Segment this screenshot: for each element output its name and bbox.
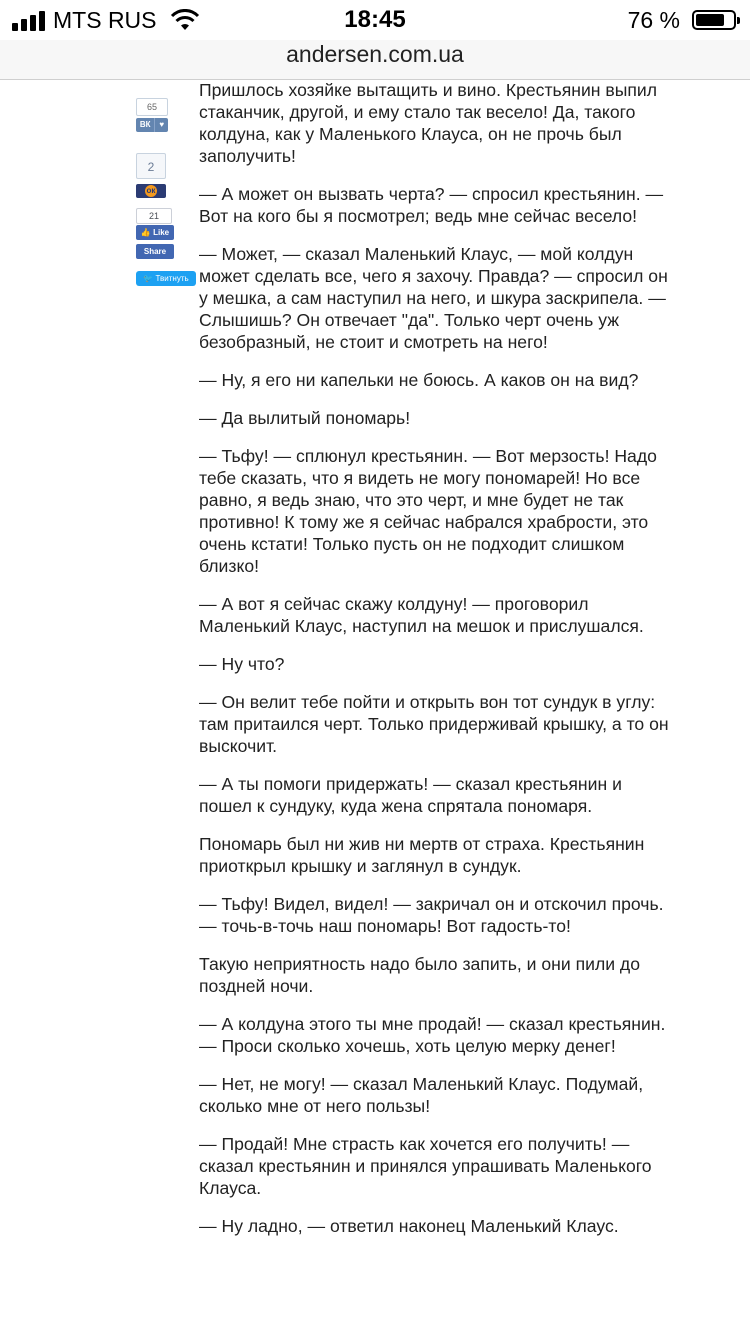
vk-share-button[interactable] (136, 118, 168, 132)
battery-percentage: 76 % (627, 7, 680, 33)
url-text[interactable]: andersen.com.ua (286, 41, 464, 67)
article-paragraph: — А ты помоги придержать! — сказал крестьянин и пошел к сундуку, куда жена спрятала пономаря. (199, 774, 622, 816)
heart-icon: ♥ (154, 118, 168, 132)
article-paragraph: — Продай! Мне страсть как хочется его получить! — сказал крестьянин и принялся упрашивать Маленького Клауса. (199, 1134, 652, 1198)
article-paragraph: — Тьфу! Видел, видел! — закричал он и отскочил прочь. — точь-в-точь наш пономарь! Вот гадость-то! (199, 894, 664, 936)
article-paragraph: — Ну что? (199, 654, 285, 674)
odnoklassniki-icon: ок (146, 186, 156, 195)
article-paragraph: — Ну, я его ни капельки не боюсь. А каков он на вид? (199, 370, 639, 390)
article-paragraph: — Может, — сказал Маленький Клаус, — мой колдун может сделать все, чего я захочу. Правда? — спросил он у мешка, а сам наступил на него, и шкура заскрипела. — Слышишь? Он отвечает "да". Только черт очень уж безобразный, не стоит и смотреть на него! (199, 244, 668, 352)
article-paragraph: — А колдуна этого ты мне продай! — сказал крестьянин. — Проси сколько хочешь, хоть целую мерку денег! (199, 1014, 666, 1056)
vk-logo-icon: ВК (139, 120, 151, 129)
article-paragraph: — Тьфу! — сплюнул крестьянин. — Вот мерзость! Надо тебе сказать, что я видеть не могу пономарей! Но все равно, я ведь знаю, что это черт, и мне будет не так противно! К тому же я сейчас набрался храбрости, это очень кстати! Только пусть он не подходит слишком близко! (199, 446, 657, 576)
article-paragraph: — Нет, не могу! — сказал Маленький Клаус. Подумай, сколько мне от него пользы! (199, 1074, 644, 1116)
facebook-widget[interactable] (136, 208, 174, 259)
ok-share-count: 2 (136, 153, 166, 179)
ok-share-button[interactable] (136, 184, 166, 198)
address-bar[interactable] (0, 40, 750, 80)
status-bar (0, 0, 750, 40)
tweet-label: Твитнуть (155, 274, 189, 283)
article-paragraph: — Он велит тебе пойти и открыть вон тот сундук в углу: там притаился черт. Только придерживай крышку, а то он выскочит. (199, 692, 669, 756)
tweet-button[interactable] (136, 271, 196, 286)
article-paragraph: — Ну ладно, — ответил наконец Маленький Клаус. (199, 1216, 619, 1236)
fb-like-label: Like (153, 228, 170, 237)
ok-share-widget[interactable] (136, 153, 166, 198)
article-paragraph: — А вот я сейчас скажу колдуну! — проговорил Маленький Клаус, наступил на мешок и прислушался. (199, 594, 644, 636)
article-paragraph: — Да вылитый пономарь! (199, 408, 411, 428)
fb-like-button[interactable] (136, 225, 174, 240)
article-paragraph: — А может он вызвать черта? — спросил крестьянин. — Вот на кого бы я посмотрел; ведь мне сейчас весело! (199, 184, 664, 226)
twitter-widget[interactable] (136, 271, 196, 286)
fb-like-count: 21 (136, 208, 172, 224)
fb-share-button[interactable]: Share (136, 244, 174, 259)
vk-share-count: 65 (136, 98, 168, 116)
article-paragraph: Пришлось хозяйке вытащить и вино. Крестьянин выпил стаканчик, другой, и ему стало так весело! Да, такого колдуна, как у Маленького Клауса, он не прочь был заполучить! (199, 80, 657, 166)
vk-share-widget[interactable] (136, 98, 168, 132)
battery-icon (692, 10, 736, 30)
clock: 18:45 (344, 6, 406, 33)
article-body (199, 79, 669, 1253)
carrier-name: MTS RUS (53, 7, 157, 33)
thumbs-up-icon: 👍 (140, 228, 151, 237)
twitter-bird-icon: 🐦 (143, 274, 154, 283)
article-paragraph: Пономарь был ни жив ни мертв от страха. Крестьянин приоткрыл крышку и заглянул в сундук. (199, 834, 645, 876)
article-paragraph: Такую неприятность надо было запить, и они пили до поздней ночи. (199, 954, 640, 996)
